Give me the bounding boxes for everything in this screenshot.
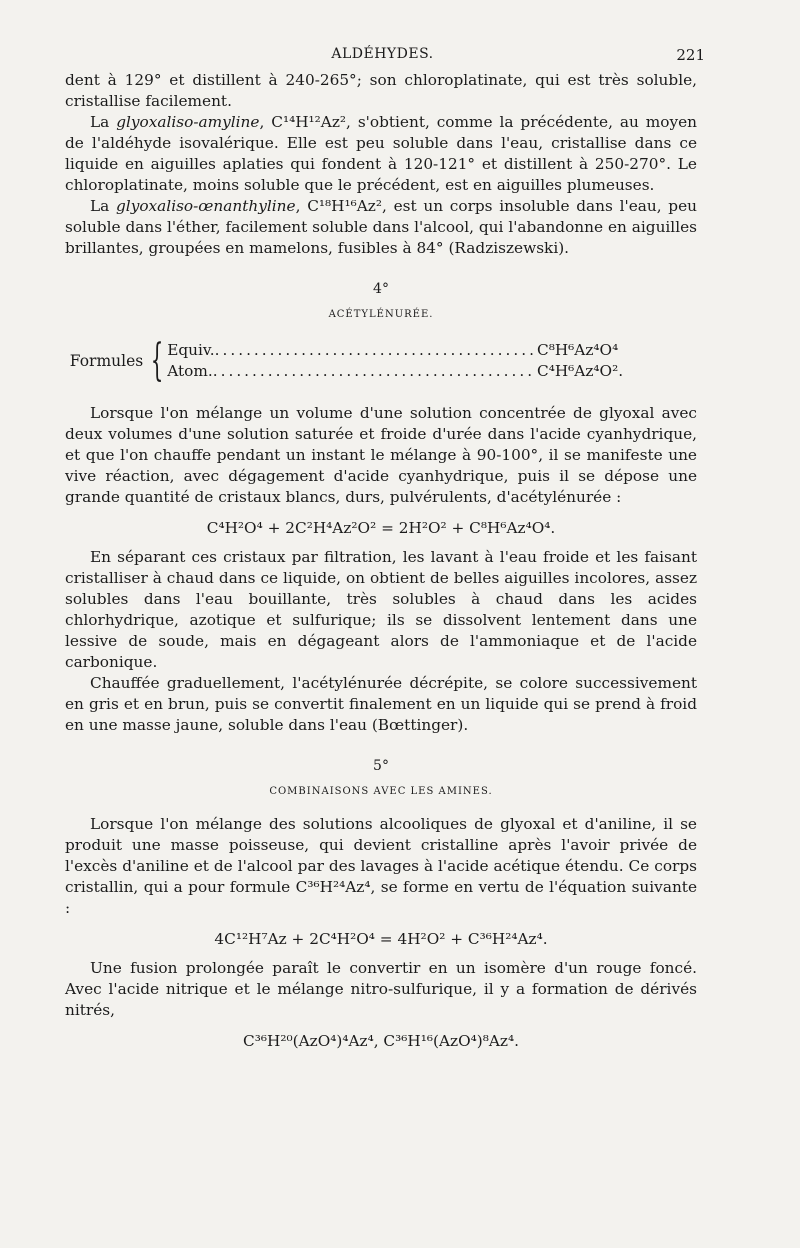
paragraph-glyoxaliso-amyline: La glyoxaliso-amyline, C¹⁴H¹²Az², s'obtient, comme la précédente, au moyen de l'aldéhyde isovalérique. Elle est peu soluble dans l'eau, cristallise dans ce liquide en aiguilles aplaties qui fondent à 120-121° et distillent à 250-270°. Le chloroplatinate, moins soluble que le précédent, est en aiguilles plumeuses. [65,113,697,194]
formula-row-equiv [167,340,697,361]
equation: C⁴H²O⁴ + 2C²H⁴Az²O² = 2H²O² + C⁸H⁶Az⁴O⁴. [206,519,556,537]
paragraph-heating: Chauffée graduellement, l'acétylénurée décrépite, se colore successivement en gris et en brun, puis se convertit finalement en un liquide qui se prend à froid en une masse jaune, soluble dans l'eau (Bœttinger). [65,674,697,734]
compound-formula: C¹⁴H¹²Az² [271,113,347,131]
page-number: 221 [676,46,705,64]
leader-dots: ......................................... [214,341,537,359]
text-fragment: La [90,197,117,215]
section-title: ACÉTYLÉNURÉE. [328,309,434,320]
paragraph-purification: En séparant ces cristaux par filtration, les lavant à l'eau froide et les faisant cristalliser à chaud dans ce liquide, on obtient de belles aiguilles incolores, assez solubles dans l'eau bouillante, très solubles à chaud dans les acides chlorhydrique, azotique et sulfurique; ils se dissolvent lentement dans une lessive de soude, mais en dégageant alors de l'ammoniaque et de l'acide carbonique. [65,548,697,671]
paragraph-fusion: Une fusion prolongée paraît le convertir en un isomère d'un rouge foncé. Avec l'acide nitrique et le mélange nitro-sulfurique, il y a formation de dérivés nitrés, [65,959,697,1019]
section-number: 4° [373,281,389,297]
paragraph-preparation: Lorsque l'on mélange un volume d'une solution concentrée de glyoxal avec deux volumes d'une solution saturée et froide d'urée dans l'acide cyanhydrique, et que l'on chauffe pendant un instant le mélange à 90-100°, il se manifeste une vive réaction, avec dégagement d'acide cyanhydrique, puis il se dépose une grande quantité de cristaux blancs, durs, pulvérulents, d'acétylénurée : [65,404,697,506]
running-title: ALDÉHYDES. [331,46,434,62]
equation: C³⁶H²⁰(AzO⁴)⁴Az⁴, C³⁶H¹⁶(AzO⁴)⁸Az⁴. [243,1032,519,1050]
compound-name: glyoxaliso-amyline [116,113,260,131]
formula-row-atom [167,361,697,382]
formulas-block [65,337,697,385]
paragraph-text: , s'obtient, comme la précédente, au moyen de l'aldéhyde isovalérique. Elle est peu soluble dans l'eau, cristallise dans ce liquide en aiguilles aplaties qui fondent à 120-121° et distillent à 250-270°. Le chloroplatinate, moins soluble que le précédent, est en aiguilles plumeuses. [65,113,697,194]
leader-dots: ......................................... [212,362,536,380]
text-fragment: La [90,113,117,131]
compound-formula: C¹⁸H¹⁶Az² [307,197,382,215]
formula-value: C⁴H⁶Az⁴O². [537,362,624,380]
formula-label: Equiv. [167,341,215,359]
brace-symbol: { [150,335,164,386]
paragraph-aniline: Lorsque l'on mélange des solutions alcooliques de glyoxal et d'aniline, il se produit une masse poisseuse, qui devient cristalline après l'avoir privée de l'excès d'aniline et de l'alcool par des lavages à l'acide acétique étendu. Ce corps cristallin, qui a pour formule C³⁶H²⁴Az⁴, se forme en vertu de l'équation suivante : [65,815,697,917]
page-header [60,46,705,70]
compound-name: glyoxaliso-œnanthyline [116,197,296,215]
paragraph-glyoxaliso-oenanthyline: La glyoxaliso-œnanthyline, C¹⁸H¹⁶Az², est un corps insoluble dans l'eau, peu soluble dans l'éther, facilement soluble dans l'alcool, qui l'abandonne en aiguilles brillantes, groupées en mamelons, fusibles à 84° (Radziszewski). [65,197,698,257]
section-number: 5° [373,758,389,774]
page-body [65,70,697,1060]
formula-label: Atom. [167,362,213,380]
paragraph-text: , est un corps insoluble dans l'eau, peu soluble dans l'éther, facilement soluble dans l'alcool, qui l'abandonne en aiguilles brillantes, groupées en mamelons, fusibles à 84° (Radziszewski). [65,197,698,257]
section-title: COMBINAISONS AVEC LES AMINES. [269,786,493,797]
equation: 4C¹²H⁷Az + 2C⁴H²O⁴ = 4H²O² + C³⁶H²⁴Az⁴. [214,930,548,948]
formula-value: C⁸H⁶Az⁴O⁴ [537,341,619,359]
formulas-label: Formules [69,351,144,370]
paragraph-continuation: dent à 129° et distillent à 240-265°; son chloroplatinate, qui est très soluble, cristallise facilement. [65,71,697,110]
formulas-rows [167,340,697,382]
